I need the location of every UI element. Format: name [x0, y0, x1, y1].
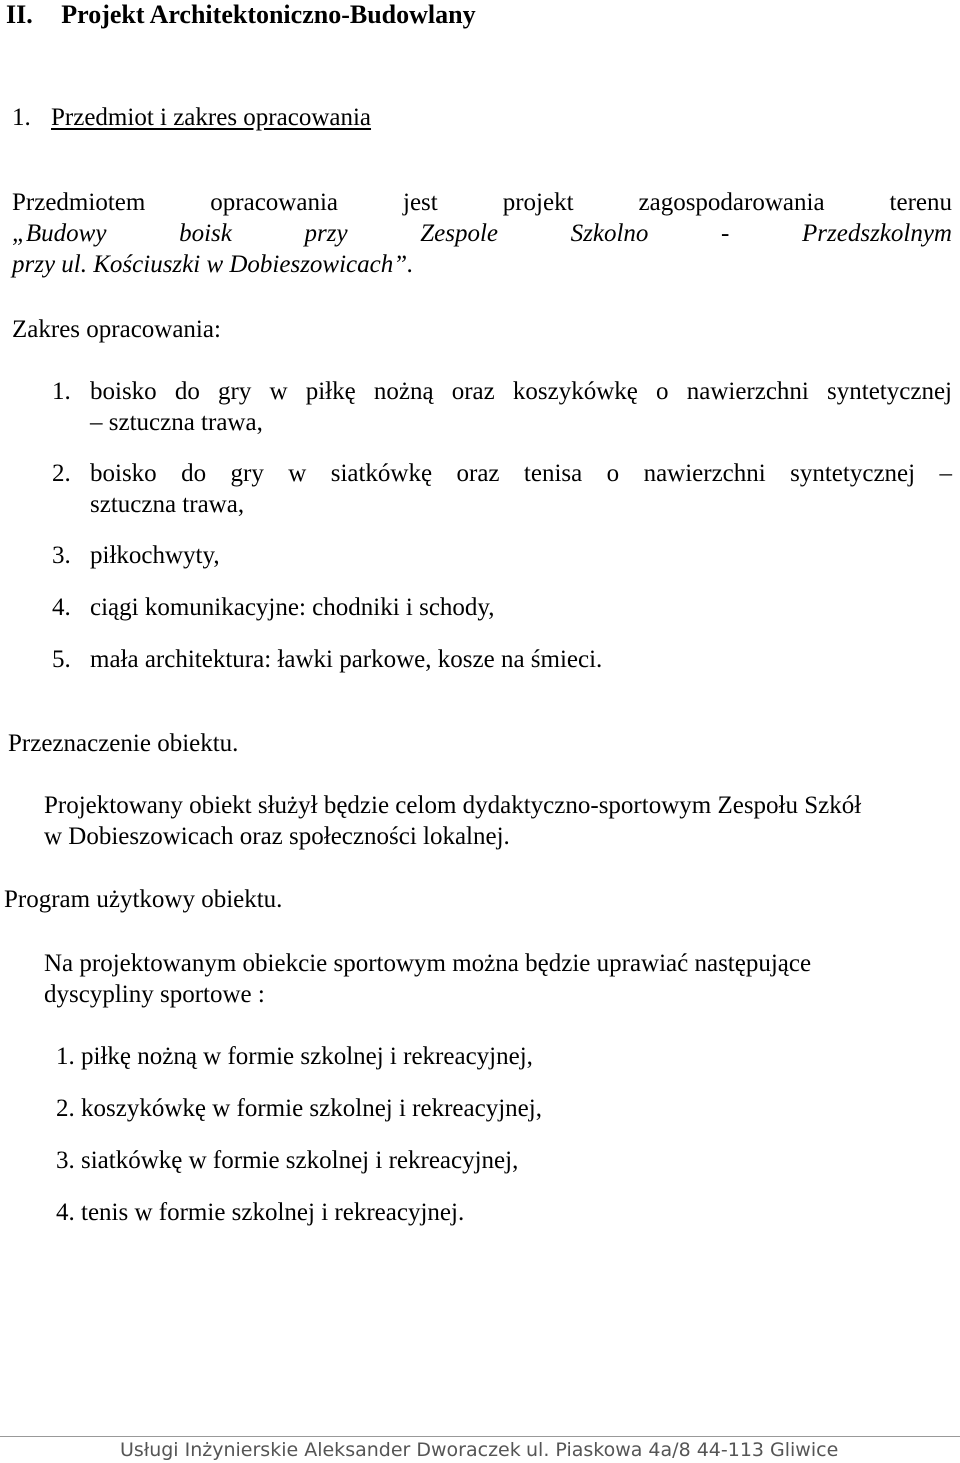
subsection-number: 1.	[12, 104, 31, 131]
page-footer	[0, 1437, 960, 1463]
section-number: II.	[6, 0, 33, 29]
scope-item-3-text: piłkochwyty,	[90, 542, 220, 569]
program-item-3-text: siatkówkę w formie szkolnej i rekreacyjnej,	[81, 1147, 519, 1174]
scope-item-1-line-1: boisko do gry w piłkę nożną oraz koszykówkę o nawierzchni syntetycznej	[90, 378, 952, 405]
intro-line-2: „Budowy boisk przy Zespole Szkolno - Przedszkolnym	[12, 220, 952, 247]
scope-item-4-number: 4.	[52, 594, 71, 621]
program-item-1-text: piłkę nożną w formie szkolnej i rekreacyjnej,	[81, 1043, 533, 1070]
program-item-1-number: 1.	[56, 1043, 75, 1070]
scope-item-1-number: 1.	[52, 378, 71, 405]
intro-line-1: Przedmiotem opracowania jest projekt zagospodarowania terenu	[12, 189, 952, 216]
program-item-3	[56, 1145, 518, 1177]
program-item-4-text: tenis w formie szkolnej i rekreacyjnej.	[81, 1199, 465, 1226]
subsection-title: Przedmiot i zakres opracowania	[51, 104, 372, 131]
section-title: Projekt Architektoniczno-Budowlany	[61, 0, 476, 29]
purpose-line-2: w Dobieszowicach oraz społeczności lokalnej.	[44, 823, 510, 850]
program-item-2-text: koszykówkę w formie szkolnej i rekreacyjnej,	[81, 1095, 542, 1122]
footer-address: ul. Piaskowa 4a/8 44-113 Gliwice	[526, 1439, 839, 1461]
program-item-4-number: 4.	[56, 1199, 75, 1226]
scope-item-2-number: 2.	[52, 460, 71, 487]
program-item-1	[56, 1041, 533, 1073]
scope-item-2-line-2: sztuczna trawa,	[90, 491, 245, 518]
footer-company: Usługi Inżynierskie Aleksander Dworaczek	[120, 1439, 521, 1461]
purpose-line-1: Projektowany obiekt służył będzie celom dydaktyczno-sportowym Zespołu Szkół	[44, 792, 862, 819]
scope-item-2-line-1: boisko do gry w siatkówkę oraz tenisa o nawierzchni syntetycznej –	[90, 460, 952, 487]
purpose-label: Przeznaczenie obiektu.	[8, 730, 239, 757]
scope-label: Zakres opracowania:	[12, 316, 221, 343]
scope-item-5-text: mała architektura: ławki parkowe, kosze na śmieci.	[90, 646, 603, 673]
scope-item-1-line-2: – sztuczna trawa,	[90, 409, 263, 436]
program-item-2-number: 2.	[56, 1095, 75, 1122]
intro-line-3: przy ul. Kościuszki w Dobieszowicach”.	[12, 251, 414, 278]
program-item-3-number: 3.	[56, 1147, 75, 1174]
program-line-1: Na projektowanym obiekcie sportowym można będzie uprawiać następujące	[44, 950, 812, 977]
section-heading	[6, 0, 476, 30]
program-line-2: dyscypliny sportowe :	[44, 981, 265, 1008]
scope-item-4-text: ciągi komunikacyjne: chodniki i schody,	[90, 594, 495, 621]
program-item-4	[56, 1197, 464, 1229]
scope-item-5-number: 5.	[52, 646, 71, 673]
scope-item-3-number: 3.	[52, 542, 71, 569]
subsection-heading	[12, 102, 371, 134]
program-item-2	[56, 1093, 542, 1125]
program-label: Program użytkowy obiektu.	[4, 886, 283, 913]
